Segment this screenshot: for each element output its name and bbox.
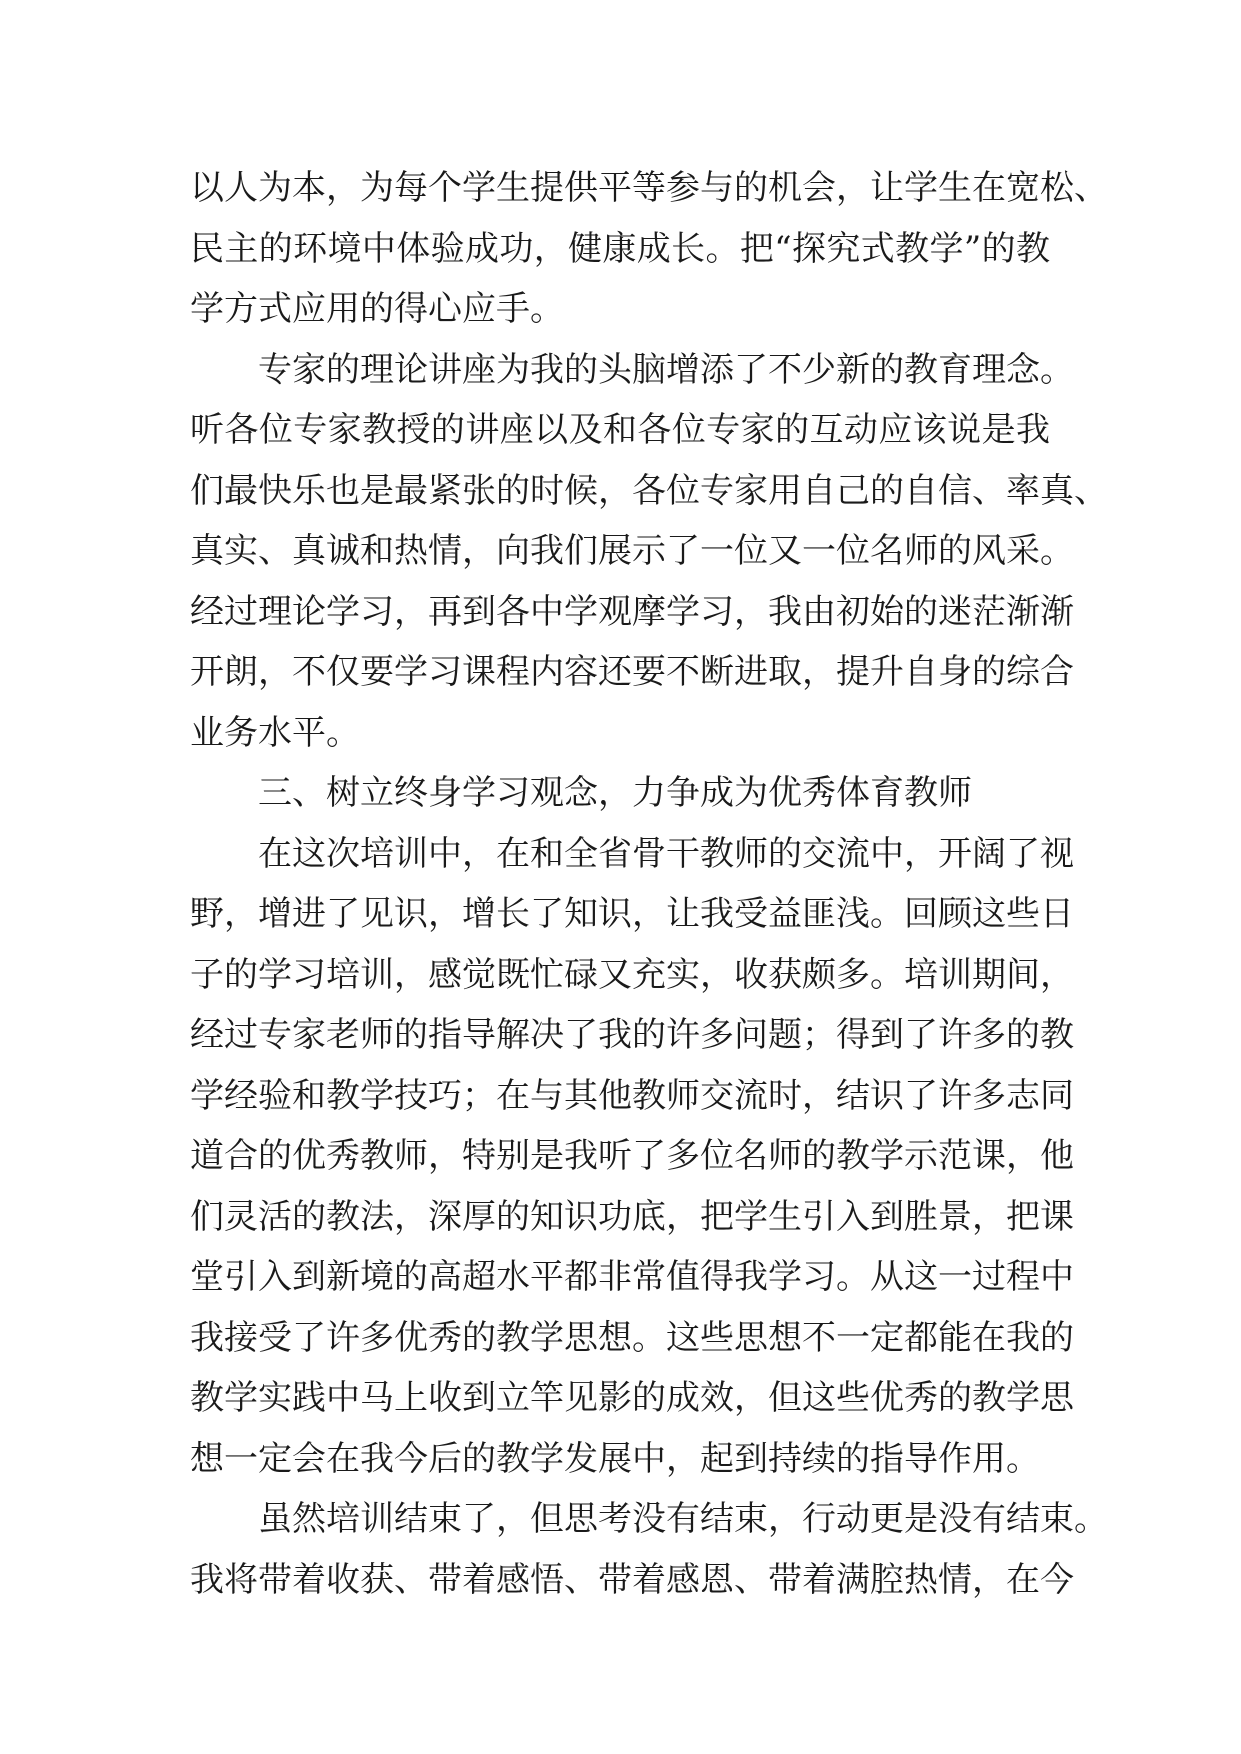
text-line: 业务水平。 bbox=[190, 712, 360, 753]
text-line: 听各位专家教授的讲座以及和各位专家的互动应该说是我 bbox=[190, 410, 1050, 450]
text-line: 我接受了许多优秀的教学思想。这些思想不一定都能在我的 bbox=[190, 1317, 1074, 1358]
text-line: 民主的环境中体验成功，健康成长。把“探究式教学”的教 bbox=[190, 228, 1050, 269]
text-line: 堂引入到新境的高超水平都非常值得我学习。从这一过程中 bbox=[190, 1257, 1074, 1297]
text-line: 们最快乐也是最紧张的时候，各位专家用自己的自信、率真、 bbox=[190, 470, 1108, 511]
text-line: 想一定会在我今后的教学发展中，起到持续的指导作用。 bbox=[190, 1438, 1040, 1479]
text-line: 开朗，不仅要学习课程内容还要不断进取，提升自身的综合 bbox=[190, 652, 1074, 692]
body-text bbox=[190, 158, 1108, 1610]
text-line: 真实、真诚和热情，向我们展示了一位又一位名师的风采。 bbox=[190, 531, 1074, 571]
text-line: 学方式应用的得心应手。 bbox=[190, 289, 564, 329]
text-line: 专家的理论讲座为我的头脑增添了不少新的教育理念。 bbox=[258, 349, 1074, 390]
section-heading: 三、树立终身学习观念，力争成为优秀体育教师 bbox=[258, 773, 972, 813]
text-line: 在这次培训中，在和全省骨干教师的交流中，开阔了视 bbox=[258, 833, 1074, 874]
text-line: 子的学习培训，感觉既忙碌又充实，收获颇多。培训期间， bbox=[190, 954, 1074, 995]
text-line: 经过专家老师的指导解决了我的许多问题；得到了许多的教 bbox=[190, 1015, 1074, 1055]
text-line: 道合的优秀教师，特别是我听了多位名师的教学示范课，他 bbox=[190, 1136, 1074, 1176]
text-line: 以人为本，为每个学生提供平等参与的机会，让学生在宽松、 bbox=[190, 168, 1108, 208]
text-line: 学经验和教学技巧；在与其他教师交流时，结识了许多志同 bbox=[190, 1075, 1074, 1116]
text-line: 我将带着收获、带着感悟、带着感恩、带着满腔热情，在今 bbox=[190, 1559, 1074, 1600]
text-line: 虽然培训结束了，但思考没有结束，行动更是没有结束。 bbox=[258, 1499, 1108, 1539]
text-line: 经过理论学习，再到各中学观摩学习，我由初始的迷茫渐渐 bbox=[190, 591, 1074, 632]
text-line: 们灵活的教法，深厚的知识功底，把学生引入到胜景，把课 bbox=[190, 1196, 1074, 1237]
text-line: 教学实践中马上收到立竿见影的成效，但这些优秀的教学思 bbox=[190, 1378, 1074, 1418]
text-line: 野，增进了见识，增长了知识，让我受益匪浅。回顾这些日 bbox=[190, 894, 1074, 934]
